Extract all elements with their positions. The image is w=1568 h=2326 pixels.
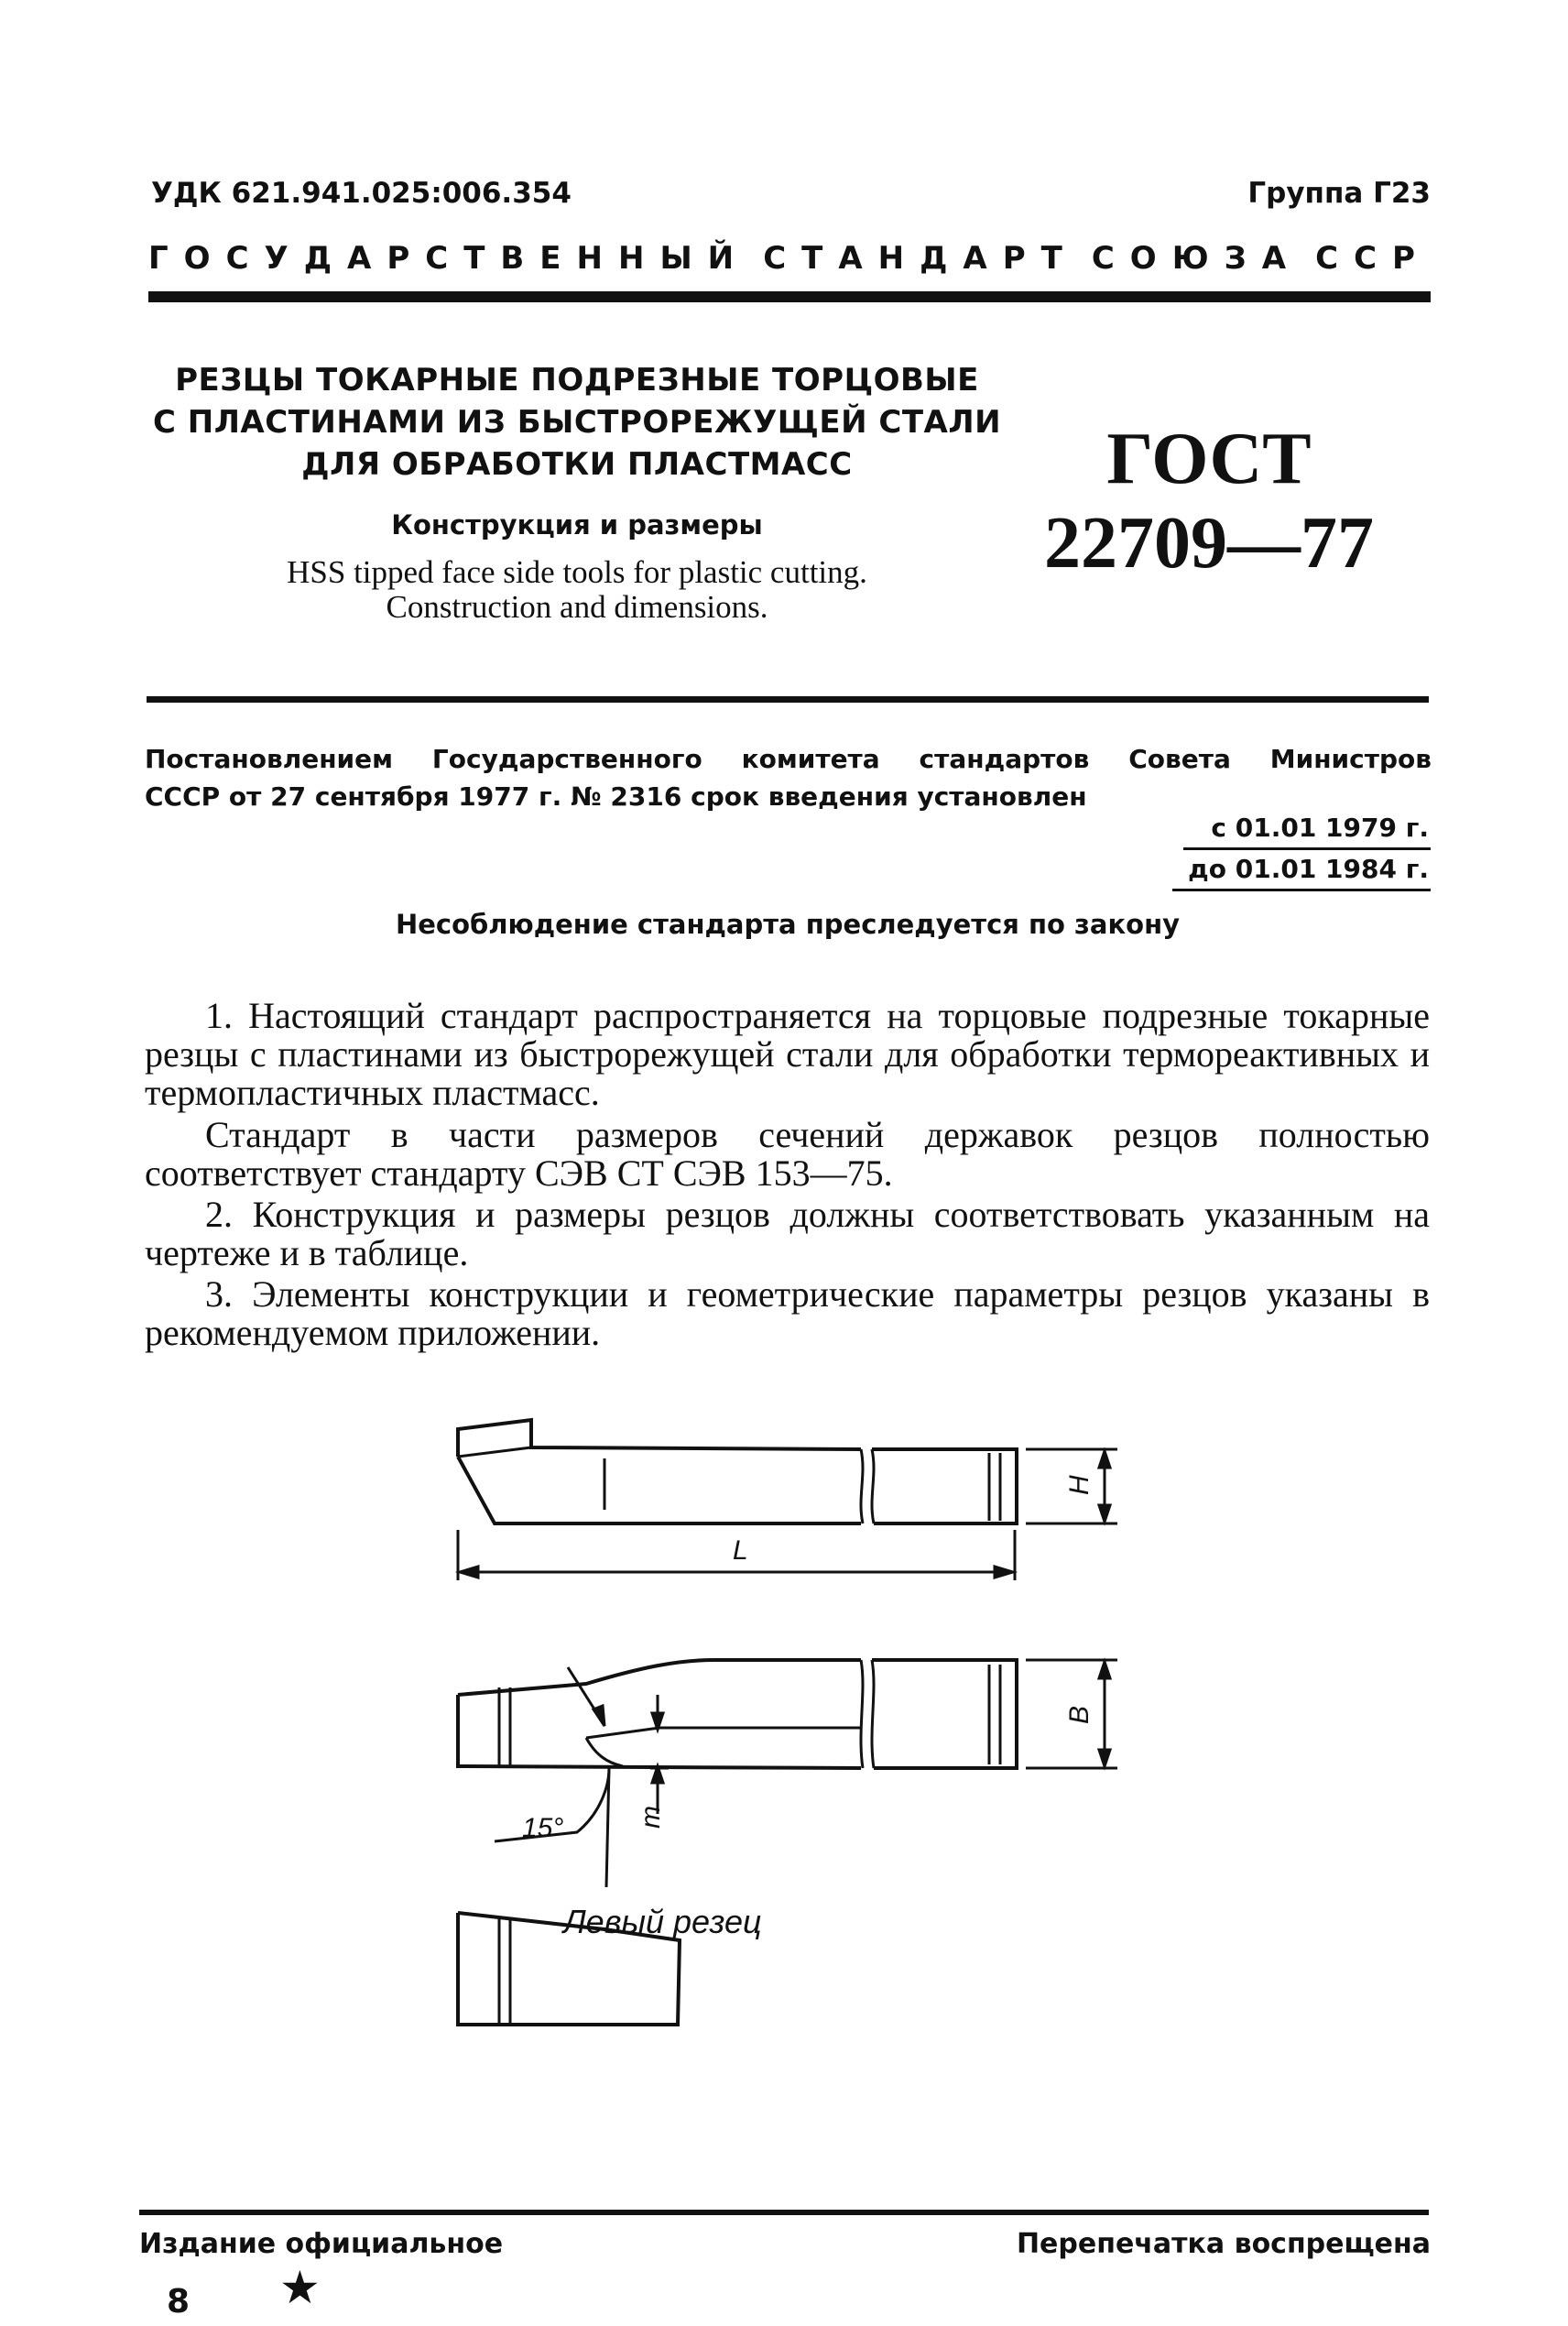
tool-drawing	[440, 1392, 1154, 2199]
english-title-line-1: HSS tipped face side tools for plastic cutting.	[287, 554, 867, 590]
title-line-3: ДЛЯ ОБРАБОТКИ ПЛАСТМАСС	[301, 446, 853, 483]
date-to-underline	[1172, 889, 1431, 891]
title-block	[147, 359, 1007, 625]
footer-rule	[139, 2210, 1429, 2215]
paragraph-1: 1. Настоящий стандарт распространяется на торцовые подрезные токарные резцы с пластинами из быстрорежущей стали для обработки термореактивных и термопластичных пластмасс.	[145, 995, 1430, 1113]
edition-note: Издание официальное	[139, 2228, 504, 2260]
paragraph-2: Стандарт в части размеров сечений державок резцов полностью соответствует стандарту СЭВ СТ СЭВ 153—75.	[145, 1114, 1430, 1194]
title-subtitle: Конструкция и размеры	[391, 509, 763, 541]
header-rule	[148, 291, 1431, 302]
dim-B-label: B	[1064, 1705, 1094, 1724]
english-title	[147, 555, 1007, 625]
date-from: с 01.01 1979 г.	[1211, 813, 1429, 843]
state-word-2: СТАНДАРТ	[763, 240, 1078, 277]
legal-warning: Несоблюдение стандарта преследуется по закону	[395, 909, 1181, 940]
date-from-underline	[1183, 847, 1431, 850]
state-standard-heading	[148, 240, 1431, 277]
star-icon: ★	[279, 2262, 321, 2313]
group-code: Группа Г23	[1247, 177, 1431, 210]
dim-m-label: m	[636, 1806, 666, 1829]
title-line-1: РЕЗЦЫ ТОКАРНЫЕ ПОДРЕЗНЫЕ ТОРЦОВЫЕ	[175, 362, 979, 399]
title-line-2: С ПЛАСТИНАМИ ИЗ БЫСТРОРЕЖУЩЕЙ СТАЛИ	[152, 404, 1002, 441]
left-cutter-view	[458, 1903, 762, 2025]
angle-label: 15°	[522, 1813, 564, 1843]
dim-L-label: L	[733, 1535, 748, 1566]
page-number: 8	[167, 2283, 191, 2321]
decree-line-1: Постановлением Государственного комитета стандартов Совета Министров	[145, 744, 1432, 774]
gost-designation	[1035, 417, 1383, 585]
state-word-4: ССР	[1315, 240, 1431, 277]
english-title-line-2: Construction and dimensions.	[386, 589, 768, 625]
date-to: до 01.01 1984 г.	[1188, 854, 1429, 884]
gost-label: ГОСТ	[1106, 419, 1312, 499]
dim-H-label: H	[1064, 1475, 1094, 1495]
paragraph-4: 3. Элементы конструкции и геометрические параметры резцов указаны в рекомендуемом приложении.	[145, 1273, 1430, 1353]
state-word-1: ГОСУДАРСТВЕННЫЙ	[148, 240, 750, 277]
gost-number: 22709—77	[1044, 503, 1374, 584]
top-view	[458, 1660, 1117, 1887]
reprint-note: Перепечатка воспрещена	[1016, 2228, 1431, 2260]
state-word-3: СОЮЗА	[1091, 240, 1302, 277]
paragraph-3: 2. Конструкция и размеры резцов должны соответствовать указанным на чертеже и в таблице.	[145, 1194, 1430, 1273]
side-view	[458, 1420, 1117, 1580]
title-rule	[147, 696, 1429, 703]
left-cutter-caption: Левый резец	[563, 1903, 762, 1940]
udk-code: УДК 621.941.025:006.354	[151, 177, 572, 210]
decree-line-2: СССР от 27 сентября 1977 г. № 2316 срок введения установлен	[145, 781, 1087, 812]
